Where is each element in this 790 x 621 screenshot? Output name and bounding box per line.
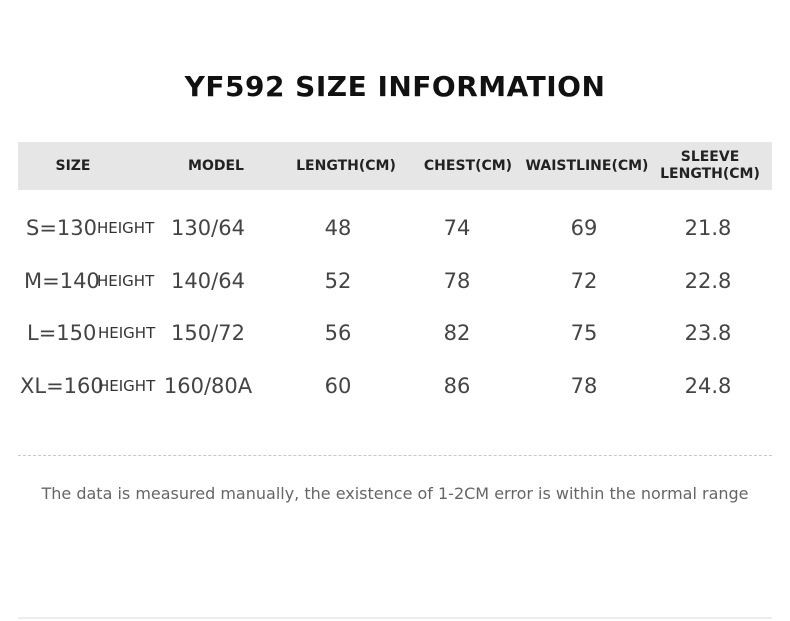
size-cell: L=150 bbox=[27, 321, 97, 345]
table-row bbox=[0, 208, 790, 248]
chest-cell: 82 bbox=[443, 321, 471, 345]
header-waistline: WAISTLINE(CM) bbox=[525, 157, 649, 174]
waistline-cell: 72 bbox=[570, 269, 598, 293]
model-cell: 160/80A bbox=[163, 374, 253, 398]
chest-cell: 74 bbox=[443, 216, 471, 240]
sleeve-cell: 23.8 bbox=[684, 321, 732, 345]
height-label: HEIGHT bbox=[97, 219, 155, 237]
sleeve-cell: 22.8 bbox=[684, 269, 732, 293]
header-size: SIZE bbox=[55, 157, 91, 174]
chest-cell: 86 bbox=[443, 374, 471, 398]
length-cell: 56 bbox=[324, 321, 352, 345]
chest-cell: 78 bbox=[443, 269, 471, 293]
length-cell: 48 bbox=[324, 216, 352, 240]
header-length: LENGTH(CM) bbox=[296, 157, 396, 174]
header-chest: CHEST(CM) bbox=[423, 157, 513, 174]
height-label: HEIGHT bbox=[97, 272, 155, 290]
height-label: HEIGHT bbox=[98, 377, 156, 395]
dashed-divider bbox=[18, 455, 772, 456]
header-sleeve-line2: LENGTH(CM) bbox=[660, 166, 760, 182]
length-cell: 52 bbox=[324, 269, 352, 293]
model-cell: 130/64 bbox=[171, 216, 245, 240]
sleeve-cell: 24.8 bbox=[684, 374, 732, 398]
header-model: MODEL bbox=[188, 157, 244, 174]
model-cell: 140/64 bbox=[171, 269, 245, 293]
size-cell: S=130 bbox=[26, 216, 98, 240]
waistline-cell: 78 bbox=[570, 374, 598, 398]
table-row bbox=[0, 261, 790, 301]
table-row bbox=[0, 366, 790, 406]
page-title: YF592 SIZE INFORMATION bbox=[184, 70, 606, 103]
table-row bbox=[0, 313, 790, 353]
sleeve-cell: 21.8 bbox=[684, 216, 732, 240]
model-cell: 150/72 bbox=[171, 321, 245, 345]
size-cell: XL=160 bbox=[20, 374, 104, 398]
waistline-cell: 75 bbox=[570, 321, 598, 345]
size-cell: M=140 bbox=[24, 269, 100, 293]
height-label: HEIGHT bbox=[98, 324, 156, 342]
waistline-cell: 69 bbox=[570, 216, 598, 240]
header-sleeve-length bbox=[652, 142, 768, 190]
measurement-note: The data is measured manually, the existence of 1-2CM error is within the normal range bbox=[41, 484, 749, 503]
length-cell: 60 bbox=[324, 374, 352, 398]
header-sleeve-line1: SLEEVE bbox=[680, 149, 740, 165]
bottom-divider bbox=[18, 617, 772, 619]
